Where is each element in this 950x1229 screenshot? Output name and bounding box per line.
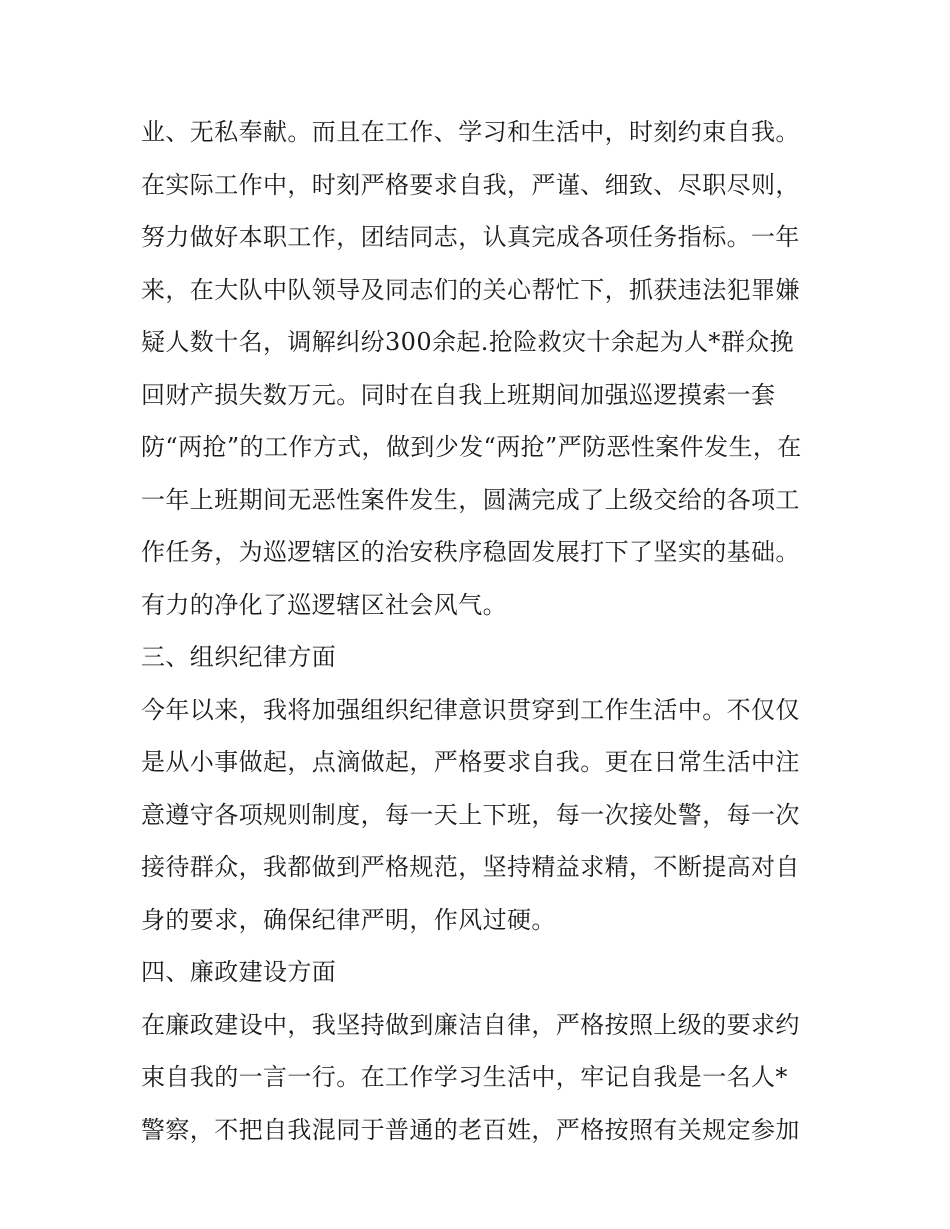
section-heading: 三、组织纪律方面 [141, 643, 337, 671]
text-line: 在实际工作中，时刻严格要求自我，严谨、细致、尽职尽则， [141, 170, 800, 199]
text-line: 是从小事做起，点滴做起，严格要求自我。更在日常生活中注 [141, 748, 800, 776]
text-line: 业、无私奉献。而且在工作、学习和生活中，时刻约束自我。 [141, 118, 800, 146]
text-line: 回财产损失数万元。同时在自我上班期间加强巡逻摸索一套 [141, 380, 776, 409]
text-line: 疑人数十名，调解纠纷300余起.抢险救灾十余起为人*群众挽 [141, 328, 795, 356]
text-line: 束自我的一言一行。在工作学习生活中，牢记自我是一名人* [141, 1063, 788, 1091]
text-line: 今年以来，我将加强组织纪律意识贯穿到工作生活中。不仅仅 [141, 695, 800, 724]
section-heading: 四、廉政建设方面 [141, 958, 337, 986]
text-line: 努力做好本职工作，团结同志，认真完成各项任务指标。一年 [141, 223, 800, 251]
text-line: 警察，不把自我混同于普通的老百姓，严格按照有关规定参加 [141, 1115, 800, 1144]
document-body [141, 106, 821, 1156]
text-line: 意遵守各项规则制度，每一天上下班，每一次接处警，每一次 [141, 800, 800, 829]
text-line: 在廉政建设中，我坚持做到廉洁自律，严格按照上级的要求约 [141, 1010, 800, 1039]
text-line: 一年上班期间无恶性案件发生，圆满完成了上级交给的各项工 [141, 485, 800, 514]
text-line: 接待群众，我都做到严格规范，坚持精益求精，不断提高对自 [141, 853, 800, 881]
text-line: 来，在大队中队领导及同志们的关心帮忙下，抓获违法犯罪嫌 [141, 275, 800, 304]
text-line: 身的要求，确保纪律严明，作风过硬。 [141, 905, 556, 934]
text-line: 有力的净化了巡逻辖区社会风气。 [141, 590, 507, 619]
text-line: 作任务，为巡逻辖区的治安秩序稳固发展打下了坚实的基础。 [141, 538, 800, 566]
text-line: 防“两抢”的工作方式，做到少发“两抢”严防恶性案件发生，在 [141, 433, 802, 461]
